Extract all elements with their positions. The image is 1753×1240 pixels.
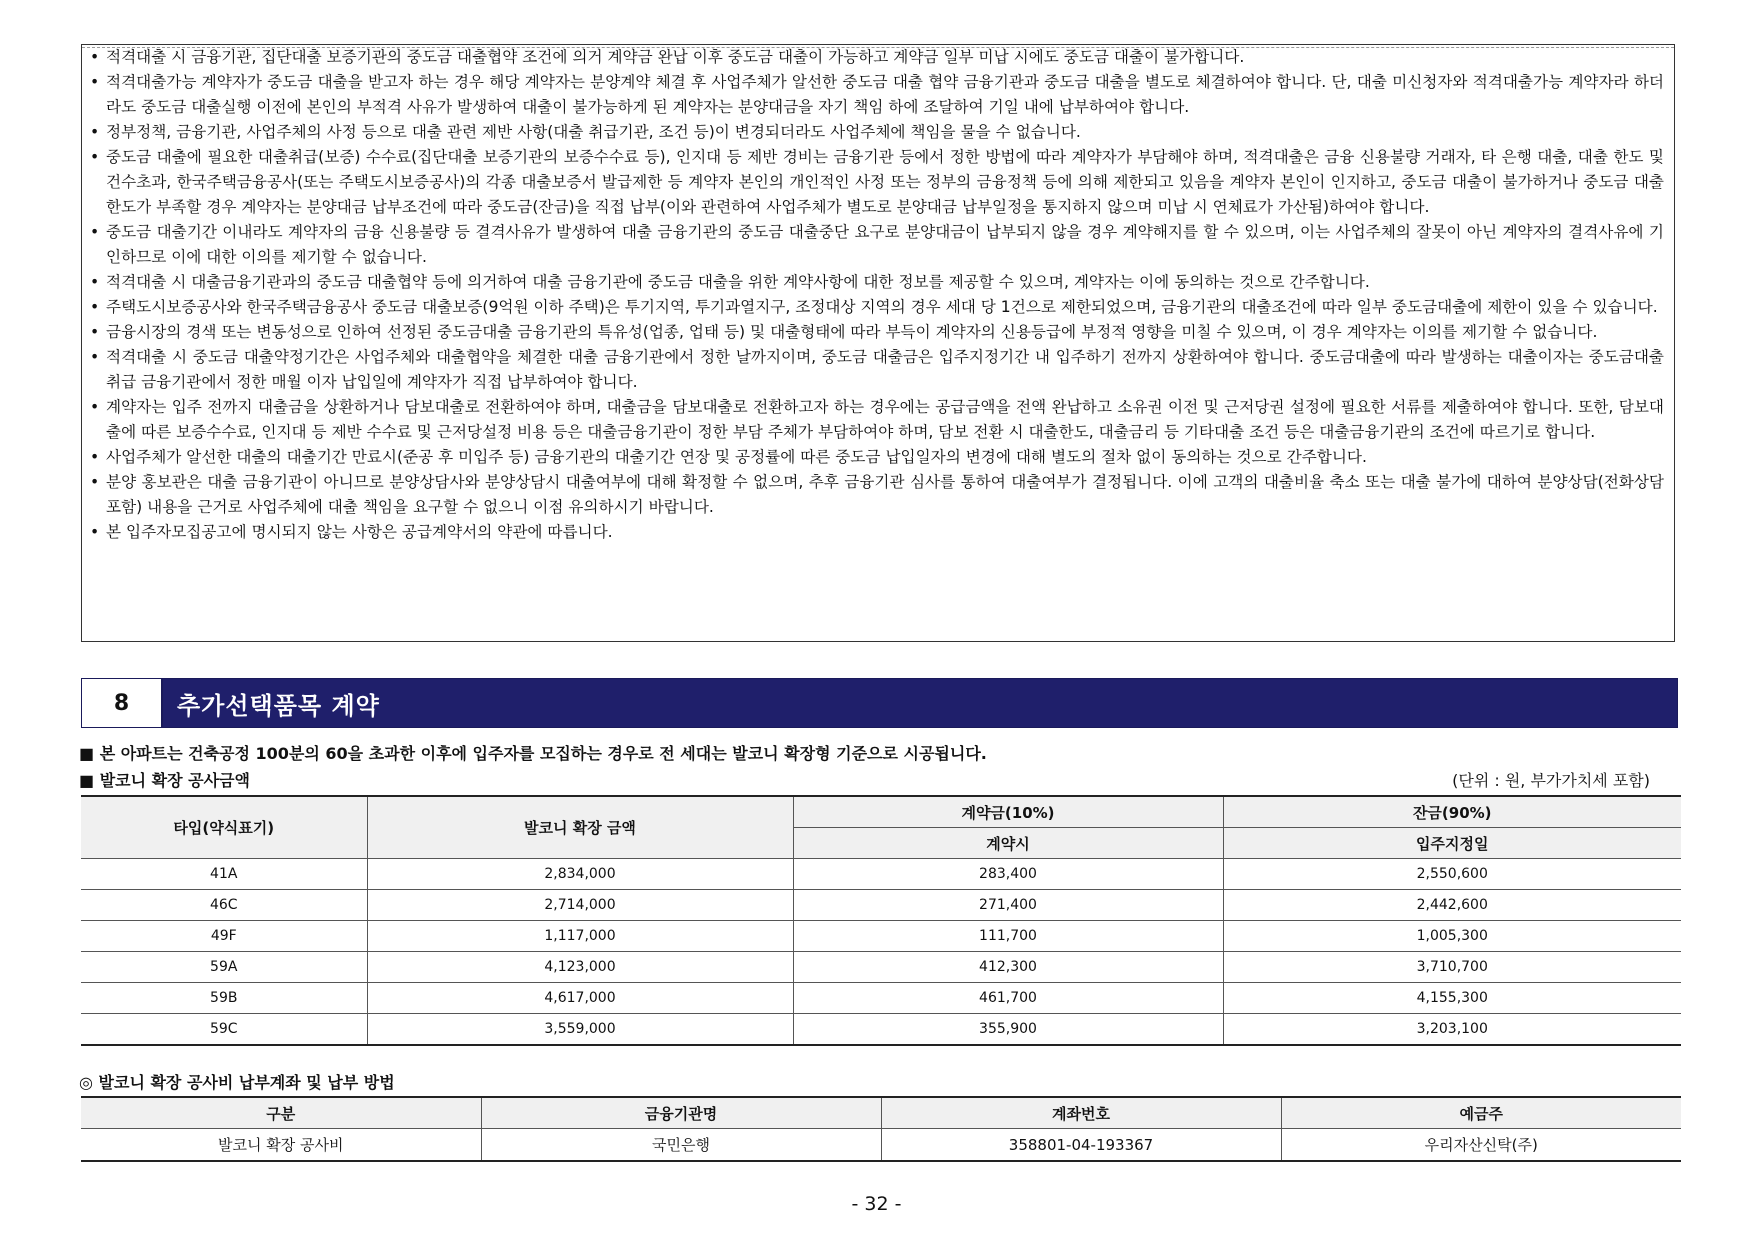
table-row	[81, 890, 1681, 921]
cell-amount: 4,617,000	[367, 983, 793, 1014]
cell-balance: 3,710,700	[1223, 952, 1681, 983]
page-number: - 32 -	[851, 1193, 902, 1215]
cell-balance: 3,203,100	[1223, 1014, 1681, 1046]
header-bank: 금융기관명	[481, 1097, 881, 1129]
header-deposit: 계약금(10%)	[793, 796, 1223, 828]
header-type: 타입(약식표기)	[81, 796, 367, 859]
notice-text: 적격대출가능 계약자가 중도금 대출을 받고자 하는 경우 해당 계약자는 분양계약 체결 후 사업주체가 알선한 중도금 대출 협약 금융기관과 중도금 대출을 별도로 체결하여야 합니다. 단, 대출 미신청자와 적격대출가능 계약자라 하더라도 중도금 대출실행 이전에 본인의 부적격 사유가 발생하여 대출이 불가능하게 된 계약자는 분양대금을 자기 책임 하에 조달하여 기일 내에 납부하여야 합니다.	[106, 73, 1664, 116]
notice-text: 적격대출 시 대출금융기관과의 중도금 대출협약 등에 의거하여 대출 금융기관에 중도금 대출을 위한 계약사항에 대한 정보를 제공할 수 있으며, 계약자는 이에 동의하는 것으로 간주합니다.	[106, 273, 1370, 291]
cell-bank: 국민은행	[481, 1129, 881, 1162]
cell-amount: 1,117,000	[367, 921, 793, 952]
cell-type: 59B	[81, 983, 367, 1014]
cell-deposit: 412,300	[793, 952, 1223, 983]
cell-balance: 4,155,300	[1223, 983, 1681, 1014]
bullet-icon: •	[90, 73, 100, 91]
cell-amount: 4,123,000	[367, 952, 793, 983]
notice-item	[90, 220, 1664, 270]
header-account-number: 계좌번호	[881, 1097, 1281, 1129]
bullet-icon: •	[90, 473, 100, 491]
notice-text: 정부정책, 금융기관, 사업주체의 사정 등으로 대출 관련 제반 사항(대출 취급기관, 조건 등)이 변경되더라도 사업주체에 책임을 물을 수 없습니다.	[106, 123, 1081, 141]
loan-notice-list	[90, 45, 1664, 545]
notice-item	[90, 470, 1664, 520]
notice-item	[90, 120, 1664, 145]
bullet-icon: •	[90, 398, 100, 416]
header-balance: 잔금(90%)	[1223, 796, 1681, 828]
cell-balance: 2,550,600	[1223, 859, 1681, 890]
account-heading: ◎ 발코니 확장 공사비 납부계좌 및 납부 방법	[79, 1073, 395, 1092]
header-balance-sub: 입주지정일	[1223, 828, 1681, 859]
table-row	[81, 983, 1681, 1014]
table-row	[81, 1129, 1681, 1162]
notice-item	[90, 270, 1664, 295]
notice-text: 금융시장의 경색 또는 변동성으로 인하여 선정된 중도금대출 금융기관의 특유성(업종, 업태 등) 및 대출형태에 따라 부득이 계약자의 신용등급에 부정적 영향을 미칠 수 있으며, 이 경우 계약자는 이의를 제기할 수 없습니다.	[106, 323, 1598, 341]
bullet-icon: •	[90, 323, 100, 341]
bullet-icon: •	[90, 273, 100, 291]
bullet-icon: •	[90, 123, 100, 141]
bullet-icon: •	[90, 348, 100, 366]
table-row	[81, 952, 1681, 983]
section-number: 8	[82, 679, 163, 727]
notice-text: 계약자는 입주 전까지 대출금을 상환하거나 담보대출로 전환하여야 하며, 대출금을 담보대출로 전환하고자 하는 경우에는 공급금액을 전액 완납하고 소유권 이전 및 근저당권 설정에 필요한 서류를 제출하여야 합니다. 또한, 담보대출에 따른 보증수수료, 인지대 등 제반 수수료 및 근저당설정 비용 등은 대출금융기관이 정한 부담 주체가 부담하여야 하며, 담보 전환 시 대출한도, 대출금리 등 기타대출 조건 등은 대출금융기관의 조건에 따르기로 합니다.	[106, 398, 1664, 441]
section-header	[81, 678, 1678, 728]
notice-item	[90, 145, 1664, 220]
notice-item	[90, 345, 1664, 395]
section-title: 추가선택품목 계약	[163, 679, 1677, 727]
bullet-icon: •	[90, 223, 100, 241]
cell-deposit: 461,700	[793, 983, 1223, 1014]
cell-balance: 1,005,300	[1223, 921, 1681, 952]
notice-text: 적격대출 시 중도금 대출약정기간은 사업주체와 대출협약을 체결한 대출 금융기관에서 정한 날까지이며, 중도금 대출금은 입주지정기간 내 입주하기 전까지 상환하여야 합니다. 중도금대출에 따라 발생하는 대출이자는 중도금대출 취급 금융기관에서 정한 매월 이자 납입일에 계약자가 직접 납부하여야 합니다.	[106, 348, 1664, 391]
notice-item	[90, 320, 1664, 345]
notice-text: 적격대출 시 금융기관, 집단대출 보증기관의 중도금 대출협약 조건에 의거 계약금 완납 이후 중도금 대출이 가능하고 계약금 일부 미납 시에도 중도금 대출이 불가합니다.	[106, 48, 1245, 66]
balcony-cost-heading: ■ 발코니 확장 공사금액	[79, 771, 250, 790]
notice-text: 분양 홍보관은 대출 금융기관이 아니므로 분양상담사와 분양상담시 대출여부에 대해 확정할 수 없으며, 추후 금융기관 심사를 통하여 대출여부가 결정됩니다. 이에 고객의 대출비율 축소 또는 대출 불가에 대하여 분양상담(전화상담 포함) 내용을 근거로 사업주체에 대출 책임을 요구할 수 없으니 이점 유의하시기 바랍니다.	[106, 473, 1664, 516]
notice-text: 본 입주자모집공고에 명시되지 않는 사항은 공급계약서의 약관에 따릅니다.	[106, 523, 613, 541]
cell-account-number: 358801-04-193367	[881, 1129, 1281, 1162]
notice-item	[90, 295, 1664, 320]
bullet-icon: •	[90, 148, 100, 166]
loan-notice-box	[81, 44, 1675, 642]
cell-category: 발코니 확장 공사비	[81, 1129, 481, 1162]
cell-deposit: 271,400	[793, 890, 1223, 921]
cell-amount: 2,714,000	[367, 890, 793, 921]
balcony-cost-table	[81, 795, 1681, 1046]
cell-deposit: 111,700	[793, 921, 1223, 952]
unit-note: (단위 : 원, 부가가치세 포함)	[1452, 771, 1650, 790]
bullet-icon: •	[90, 448, 100, 466]
bullet-icon: •	[90, 48, 100, 66]
construction-notice: ■ 본 아파트는 건축공정 100분의 60을 초과한 이후에 입주자를 모집하는 경우로 전 세대는 발코니 확장형 기준으로 시공됩니다.	[79, 744, 987, 763]
payment-account-table	[81, 1096, 1681, 1162]
notice-item	[90, 70, 1664, 120]
cell-type: 49F	[81, 921, 367, 952]
cell-amount: 3,559,000	[367, 1014, 793, 1046]
notice-item	[90, 520, 1664, 545]
cell-deposit: 283,400	[793, 859, 1223, 890]
notice-text: 주택도시보증공사와 한국주택금융공사 중도금 대출보증(9억원 이하 주택)은 투기지역, 투기과열지구, 조정대상 지역의 경우 세대 당 1건으로 제한되었으며, 금융기관의 대출조건에 따라 일부 중도금대출에 제한이 있을 수 있습니다.	[106, 298, 1658, 316]
cell-type: 59A	[81, 952, 367, 983]
notice-item	[90, 395, 1664, 445]
header-deposit-sub: 계약시	[793, 828, 1223, 859]
cell-deposit: 355,900	[793, 1014, 1223, 1046]
table-row	[81, 859, 1681, 890]
header-account-holder: 예금주	[1281, 1097, 1681, 1129]
bullet-icon: •	[90, 298, 100, 316]
table-row	[81, 921, 1681, 952]
cell-amount: 2,834,000	[367, 859, 793, 890]
cell-type: 46C	[81, 890, 367, 921]
notice-text: 중도금 대출기간 이내라도 계약자의 금융 신용불량 등 결격사유가 발생하여 대출 금융기관의 중도금 대출중단 요구로 분양대금이 납부되지 않을 경우 계약해지를 할 수 있으며, 이는 사업주체의 잘못이 아닌 계약자의 결격사유에 기인하므로 이에 대한 이의를 제기할 수 없습니다.	[106, 223, 1664, 266]
header-category: 구분	[81, 1097, 481, 1129]
cell-account-holder: 우리자산신탁(주)	[1281, 1129, 1681, 1162]
bullet-icon: •	[90, 523, 100, 541]
notice-text: 사업주체가 알선한 대출의 대출기간 만료시(준공 후 미입주 등) 금융기관의 대출기간 연장 및 공정률에 따른 중도금 납입일자의 변경에 대해 별도의 절차 없이 동의하는 것으로 간주합니다.	[106, 448, 1367, 466]
cell-type: 59C	[81, 1014, 367, 1046]
header-amount: 발코니 확장 금액	[367, 796, 793, 859]
notice-item	[90, 45, 1664, 70]
cell-type: 41A	[81, 859, 367, 890]
table-row	[81, 1014, 1681, 1046]
notice-item	[90, 445, 1664, 470]
notice-text: 중도금 대출에 필요한 대출취급(보증) 수수료(집단대출 보증기관의 보증수수료 등), 인지대 등 제반 경비는 금융기관 등에서 정한 방법에 따라 계약자가 부담해야 하며, 적격대출은 금융 신용불량 거래자, 타 은행 대출, 대출 한도 및 건수초과, 한국주택금융공사(또는 주택도시보증공사)의 각종 대출보증서 발급제한 등 계약자 본인의 개인적인 사정 또는 정부의 금융정책 등에 의해 제한되고 있음을 계약자 본인이 인지하고, 중도금 대출이 불가하거나 중도금 대출한도가 부족할 경우 계약자는 분양대금 납부조건에 따라 중도금(잔금)을 직접 납부(이와 관련하여 사업주체가 별도로 분양대금 납부일정을 통지하지 않으며 미납 시 연체료가 가산됨)하여야 합니다.	[106, 148, 1664, 216]
cell-balance: 2,442,600	[1223, 890, 1681, 921]
